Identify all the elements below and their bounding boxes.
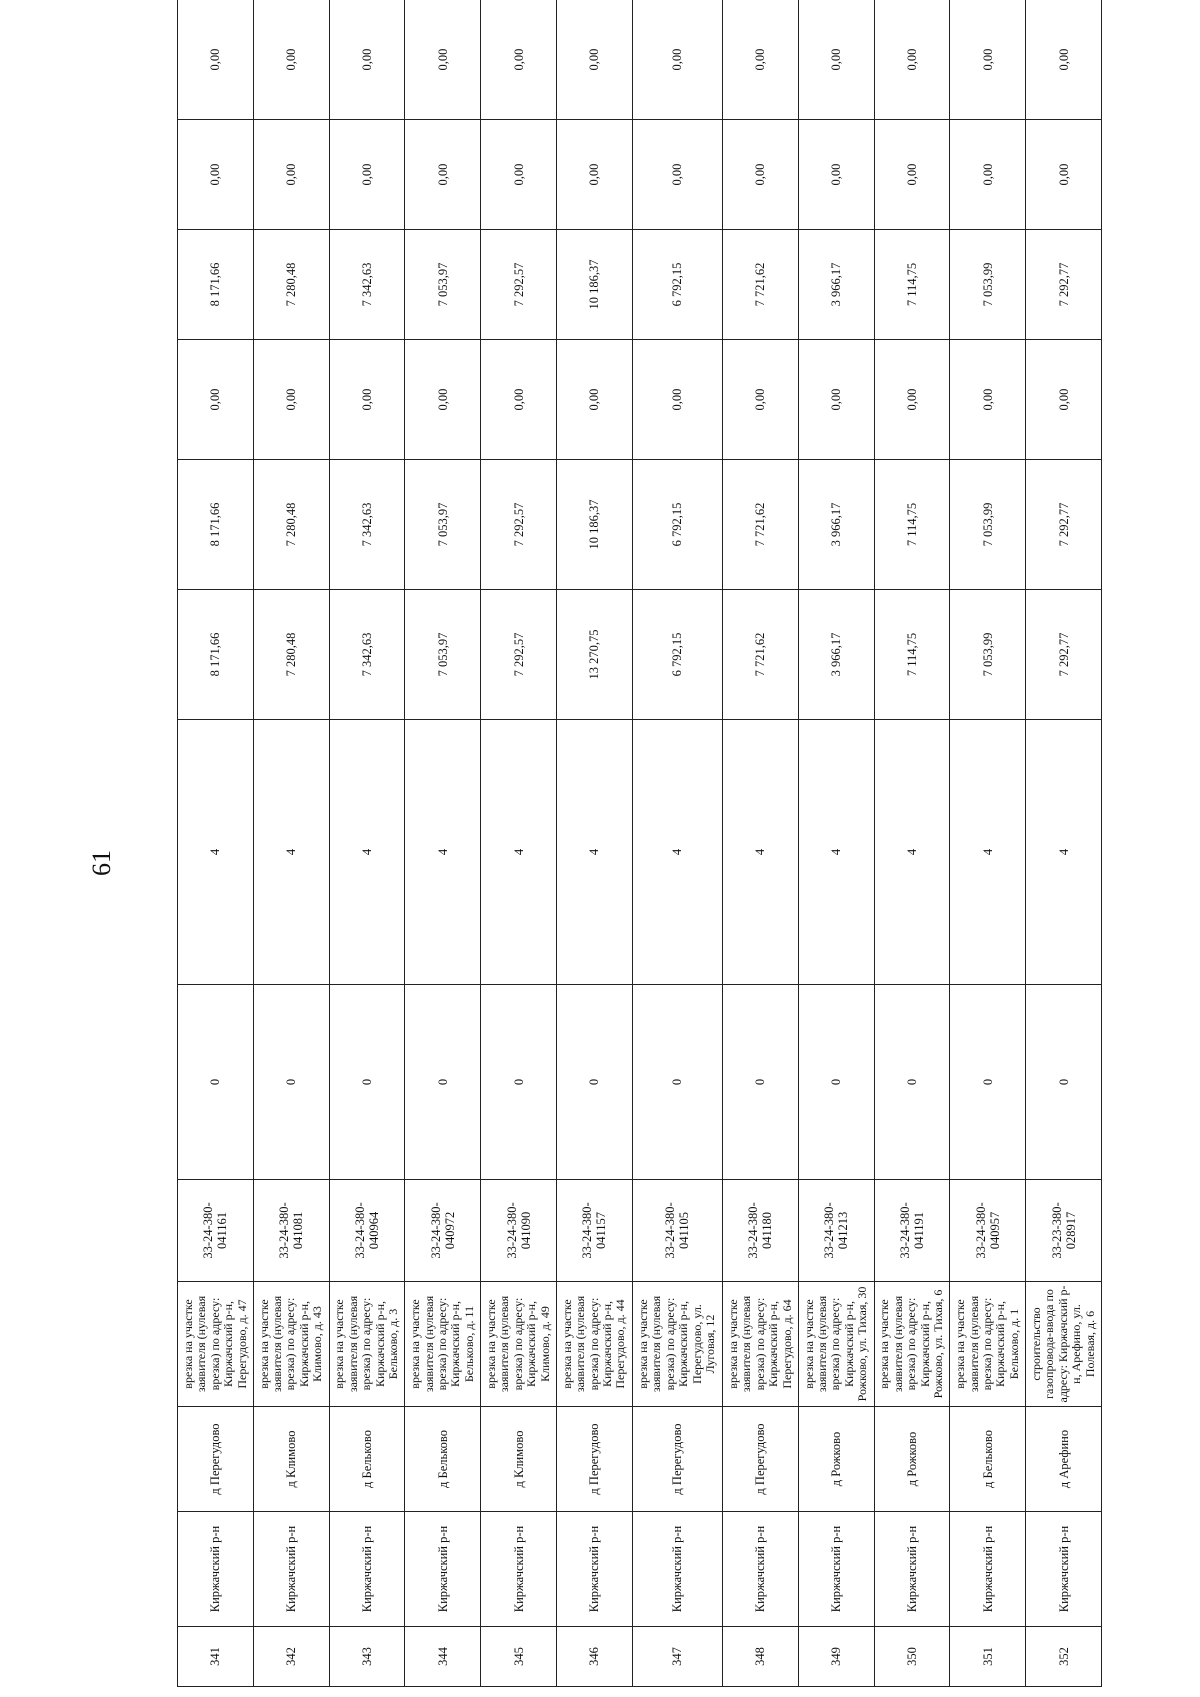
value-cell: 0 — [405, 985, 481, 1180]
amount-cell: 0,00 — [1026, 340, 1102, 460]
amount-cell: 13 270,75 — [556, 590, 632, 720]
settlement-cell: д Перегудово — [556, 1407, 632, 1512]
amount-cell: 8 171,66 — [178, 460, 254, 590]
settlement-cell: д Арефино — [1026, 1407, 1102, 1512]
value-cell: 0 — [329, 985, 405, 1180]
table-row — [329, 0, 405, 1687]
amount-cell: 0,00 — [405, 340, 481, 460]
row-number-cell: 343 — [329, 1627, 405, 1687]
cadastral-number-cell: 33-24-380-041157 — [556, 1180, 632, 1282]
settlement-cell: д Бельково — [405, 1407, 481, 1512]
row-number-cell: 342 — [253, 1627, 329, 1687]
value-cell: 0 — [798, 985, 874, 1180]
value-cell: 4 — [950, 720, 1026, 985]
amount-cell: 7 114,75 — [874, 230, 950, 340]
table-row — [556, 0, 632, 1687]
district-cell: Киржачский р-н — [1026, 1512, 1102, 1627]
amount-cell: 3 966,17 — [798, 460, 874, 590]
amount-cell: 0,00 — [556, 0, 632, 120]
amount-cell: 3 966,17 — [798, 230, 874, 340]
value-cell: 0 — [1026, 985, 1102, 1180]
amount-cell: 7 053,99 — [950, 460, 1026, 590]
value-cell: 0 — [874, 985, 950, 1180]
cadastral-number-cell: 33-24-380-041191 — [874, 1180, 950, 1282]
table-row — [950, 0, 1026, 1687]
row-number-cell: 349 — [798, 1627, 874, 1687]
amount-cell: 8 171,66 — [178, 590, 254, 720]
amount-cell: 0,00 — [1026, 0, 1102, 120]
amount-cell: 0,00 — [405, 120, 481, 230]
amount-cell: 0,00 — [178, 120, 254, 230]
amount-cell: 0,00 — [481, 340, 557, 460]
settlement-cell: д Рожково — [798, 1407, 874, 1512]
value-cell: 4 — [405, 720, 481, 985]
amount-cell: 0,00 — [722, 120, 798, 230]
district-cell: Киржачский р-н — [481, 1512, 557, 1627]
settlement-cell: д Перегудово — [178, 1407, 254, 1512]
amount-cell: 0,00 — [632, 120, 722, 230]
amount-cell: 7 292,57 — [481, 590, 557, 720]
district-cell: Киржачский р-н — [722, 1512, 798, 1627]
amount-cell: 7 721,62 — [722, 590, 798, 720]
amount-cell: 0,00 — [798, 340, 874, 460]
description-cell: врезка на участке заявителя (нулевая врезка) по адресу: Киржачский р-н, Перегудово, д. 44 — [556, 1282, 632, 1407]
amount-cell: 0,00 — [329, 120, 405, 230]
description-cell: врезка на участке заявителя (нулевая врезка) по адресу: Киржачский р-н, Бельково, д. 1 — [950, 1282, 1026, 1407]
settlement-cell: д Перегудово — [722, 1407, 798, 1512]
row-number-cell: 352 — [1026, 1627, 1102, 1687]
amount-cell: 0,00 — [329, 0, 405, 120]
row-number-cell: 351 — [950, 1627, 1026, 1687]
amount-cell: 0,00 — [632, 340, 722, 460]
amount-cell: 0,00 — [556, 120, 632, 230]
amount-cell: 7 342,63 — [329, 590, 405, 720]
amount-cell: 0,00 — [481, 120, 557, 230]
amount-cell: 6 792,15 — [632, 460, 722, 590]
amount-cell: 7 721,62 — [722, 460, 798, 590]
cadastral-number-cell: 33-24-380-041081 — [253, 1180, 329, 1282]
value-cell: 0 — [556, 985, 632, 1180]
value-cell: 0 — [481, 985, 557, 1180]
district-cell: Киржачский р-н — [178, 1512, 254, 1627]
value-cell: 4 — [178, 720, 254, 985]
value-cell: 0 — [950, 985, 1026, 1180]
amount-cell: 0,00 — [178, 0, 254, 120]
row-number-cell: 348 — [722, 1627, 798, 1687]
amount-cell: 10 186,37 — [556, 460, 632, 590]
amount-cell: 0,00 — [253, 0, 329, 120]
district-cell: Киржачский р-н — [632, 1512, 722, 1627]
amount-cell: 7 114,75 — [874, 460, 950, 590]
amount-cell: 7 292,77 — [1026, 590, 1102, 720]
row-number-cell: 347 — [632, 1627, 722, 1687]
description-cell: врезка на участке заявителя (нулевая врезка) по адресу: Киржачский р-н, Климово, д. 43 — [253, 1282, 329, 1407]
row-number-cell: 341 — [178, 1627, 254, 1687]
district-cell: Киржачский р-н — [950, 1512, 1026, 1627]
value-cell: 4 — [481, 720, 557, 985]
settlement-cell: д Климово — [253, 1407, 329, 1512]
amount-cell: 0,00 — [950, 340, 1026, 460]
settlement-cell: д Климово — [481, 1407, 557, 1512]
amount-cell: 10 186,37 — [556, 230, 632, 340]
cadastral-number-cell: 33-24-380-040972 — [405, 1180, 481, 1282]
description-cell: врезка на участке заявителя (нулевая врезка) по адресу: Киржачский р-н, Перегудово, д. 47 — [178, 1282, 254, 1407]
value-cell: 4 — [798, 720, 874, 985]
amount-cell: 7 342,63 — [329, 230, 405, 340]
amount-cell: 7 053,97 — [405, 590, 481, 720]
table-row — [798, 0, 874, 1687]
amount-cell: 7 342,63 — [329, 460, 405, 590]
amount-cell: 7 280,48 — [253, 230, 329, 340]
value-cell: 4 — [632, 720, 722, 985]
amount-cell: 0,00 — [722, 340, 798, 460]
value-cell: 4 — [329, 720, 405, 985]
amount-cell: 0,00 — [253, 120, 329, 230]
amount-cell: 7 053,99 — [950, 590, 1026, 720]
amount-cell: 0,00 — [874, 120, 950, 230]
settlement-cell: д Бельково — [950, 1407, 1026, 1512]
table-row — [1026, 0, 1102, 1687]
settlement-cell: д Перегудово — [632, 1407, 722, 1512]
table-row — [722, 0, 798, 1687]
description-cell: строительство газопровода-ввода по адресу: Киржачский р-н, Арефино, ул. Полевая, д. 6 — [1026, 1282, 1102, 1407]
settlement-cell: д Бельково — [329, 1407, 405, 1512]
row-number-cell: 346 — [556, 1627, 632, 1687]
table-row — [253, 0, 329, 1687]
description-cell: врезка на участке заявителя (нулевая врезка) по адресу: Киржачский р-н, Бельково, д. 3 — [329, 1282, 405, 1407]
value-cell: 4 — [556, 720, 632, 985]
amount-cell: 7 053,97 — [405, 230, 481, 340]
registry-table — [177, 0, 1102, 1687]
table-row — [632, 0, 722, 1687]
cadastral-number-cell: 33-24-380-040957 — [950, 1180, 1026, 1282]
amount-cell: 7 292,77 — [1026, 230, 1102, 340]
value-cell: 0 — [253, 985, 329, 1180]
district-cell: Киржачский р-н — [798, 1512, 874, 1627]
amount-cell: 7 292,57 — [481, 460, 557, 590]
row-number-cell: 350 — [874, 1627, 950, 1687]
amount-cell: 8 171,66 — [178, 230, 254, 340]
amount-cell: 7 721,62 — [722, 230, 798, 340]
cadastral-number-cell: 33-24-380-041090 — [481, 1180, 557, 1282]
cadastral-number-cell: 33-24-380-041213 — [798, 1180, 874, 1282]
cadastral-number-cell: 33-24-380-040964 — [329, 1180, 405, 1282]
page-number: 61 — [87, 850, 116, 876]
description-cell: врезка на участке заявителя (нулевая врезка) по адресу: Киржачский р-н, Перегудово, д. 64 — [722, 1282, 798, 1407]
amount-cell: 0,00 — [556, 340, 632, 460]
amount-cell: 0,00 — [632, 0, 722, 120]
amount-cell: 0,00 — [950, 120, 1026, 230]
table-row — [874, 0, 950, 1687]
rotated-table-wrapper — [177, 48, 1102, 1687]
cadastral-number-cell: 33-24-380-041161 — [178, 1180, 254, 1282]
description-cell: врезка на участке заявителя (нулевая врезка) по адресу: Киржачский р-н, Бельково, д. 11 — [405, 1282, 481, 1407]
amount-cell: 0,00 — [874, 0, 950, 120]
settlement-cell: д Рожково — [874, 1407, 950, 1512]
cadastral-number-cell: 33-24-380-041105 — [632, 1180, 722, 1282]
value-cell: 4 — [722, 720, 798, 985]
description-cell: врезка на участке заявителя (нулевая врезка) по адресу: Киржачский р-н, Климово, д. 49 — [481, 1282, 557, 1407]
amount-cell: 7 053,97 — [405, 460, 481, 590]
amount-cell: 0,00 — [1026, 120, 1102, 230]
table-row — [481, 0, 557, 1687]
amount-cell: 0,00 — [798, 0, 874, 120]
cadastral-number-cell: 33-23-380-028917 — [1026, 1180, 1102, 1282]
value-cell: 0 — [632, 985, 722, 1180]
amount-cell: 6 792,15 — [632, 590, 722, 720]
amount-cell: 7 280,48 — [253, 460, 329, 590]
value-cell: 0 — [178, 985, 254, 1180]
amount-cell: 0,00 — [329, 340, 405, 460]
district-cell: Киржачский р-н — [329, 1512, 405, 1627]
description-cell: врезка на участке заявителя (нулевая врезка) по адресу: Киржачский р-н, Рожково, ул. Тихая, 6 — [874, 1282, 950, 1407]
amount-cell: 7 292,57 — [481, 230, 557, 340]
amount-cell: 0,00 — [178, 340, 254, 460]
table-row — [178, 0, 254, 1687]
district-cell: Киржачский р-н — [405, 1512, 481, 1627]
district-cell: Киржачский р-н — [253, 1512, 329, 1627]
amount-cell: 0,00 — [481, 0, 557, 120]
amount-cell: 0,00 — [253, 340, 329, 460]
amount-cell: 3 966,17 — [798, 590, 874, 720]
cadastral-number-cell: 33-24-380-041180 — [722, 1180, 798, 1282]
amount-cell: 7 114,75 — [874, 590, 950, 720]
description-cell: врезка на участке заявителя (нулевая врезка) по адресу: Киржачский р-н, Перегудово, ул. Луговая, 12 — [632, 1282, 722, 1407]
value-cell: 4 — [874, 720, 950, 985]
row-number-cell: 344 — [405, 1627, 481, 1687]
amount-cell: 7 280,48 — [253, 590, 329, 720]
value-cell: 4 — [253, 720, 329, 985]
amount-cell: 0,00 — [722, 0, 798, 120]
amount-cell: 0,00 — [950, 0, 1026, 120]
amount-cell: 7 292,77 — [1026, 460, 1102, 590]
row-number-cell: 345 — [481, 1627, 557, 1687]
description-cell: врезка на участке заявителя (нулевая врезка) по адресу: Киржачский р-н, Рожково, ул. Тихая, 30 — [798, 1282, 874, 1407]
table-row — [405, 0, 481, 1687]
amount-cell: 6 792,15 — [632, 230, 722, 340]
amount-cell: 0,00 — [874, 340, 950, 460]
value-cell: 4 — [1026, 720, 1102, 985]
amount-cell: 0,00 — [405, 0, 481, 120]
district-cell: Киржачский р-н — [874, 1512, 950, 1627]
value-cell: 0 — [722, 985, 798, 1180]
district-cell: Киржачский р-н — [556, 1512, 632, 1627]
amount-cell: 0,00 — [798, 120, 874, 230]
amount-cell: 7 053,99 — [950, 230, 1026, 340]
